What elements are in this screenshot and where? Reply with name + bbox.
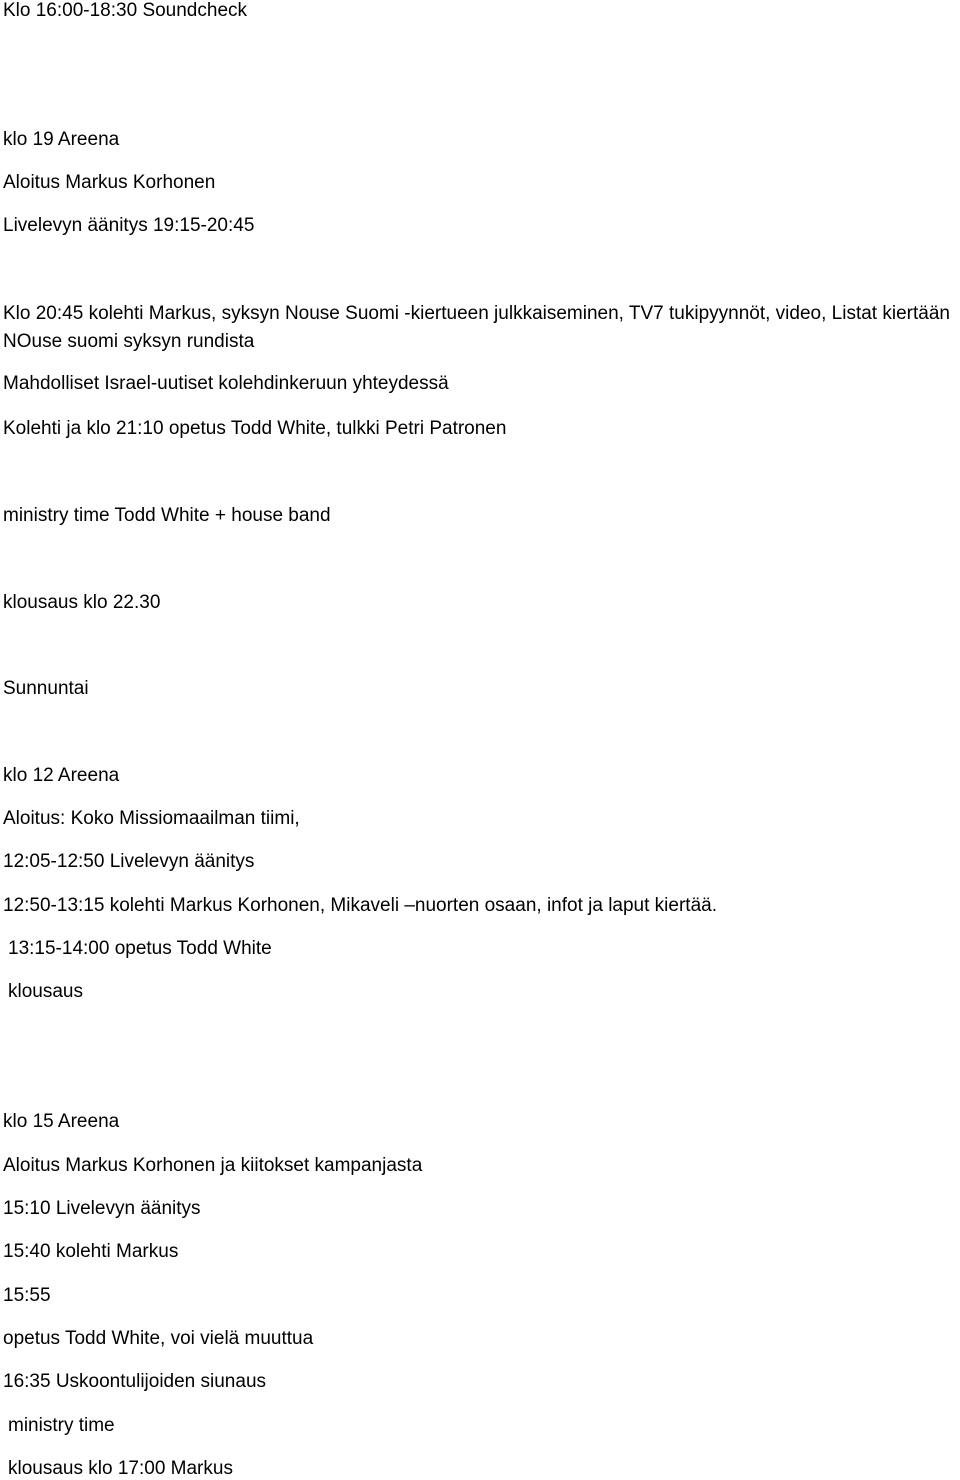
- schedule-line-closing: klousaus klo 22.30: [3, 592, 161, 613]
- schedule-line-sunday-offering: 12:50-13:15 kolehti Markus Korhonen, Mikaveli –nuorten osaan, infot ja laput kiertää.: [3, 895, 717, 916]
- schedule-line-afternoon-time: 15:55: [3, 1285, 51, 1306]
- schedule-line-teaching: Kolehti ja klo 21:10 opetus Todd White, tulkki Petri Patronen: [3, 418, 507, 439]
- schedule-line-blessing: 16:35 Uskoontulijoiden siunaus: [3, 1371, 267, 1392]
- schedule-line-afternoon-arena: klo 15 Areena: [3, 1111, 120, 1132]
- section-heading-sunday: Sunnuntai: [3, 678, 89, 699]
- schedule-line-live-recording: Livelevyn äänitys 19:15-20:45: [3, 215, 255, 236]
- schedule-line-afternoon-ministry: ministry time: [8, 1415, 115, 1436]
- schedule-line-soundcheck: Klo 16:00-18:30 Soundcheck: [3, 0, 248, 21]
- schedule-line-sunday-closing: klousaus: [8, 981, 83, 1002]
- schedule-line-afternoon-closing: klousaus klo 17:00 Markus: [8, 1458, 233, 1479]
- schedule-line-sunday-arena: klo 12 Areena: [3, 765, 120, 786]
- schedule-line-saturday-arena: klo 19 Areena: [3, 129, 120, 150]
- schedule-line-opening: Aloitus Markus Korhonen: [3, 172, 216, 193]
- schedule-line-afternoon-teaching: opetus Todd White, voi vielä muuttua: [3, 1328, 314, 1349]
- schedule-line-sunday-teaching: 13:15-14:00 opetus Todd White: [8, 938, 272, 959]
- schedule-line-afternoon-recording: 15:10 Livelevyn äänitys: [3, 1198, 201, 1219]
- schedule-line-sunday-recording: 12:05-12:50 Livelevyn äänitys: [3, 851, 255, 872]
- schedule-line-offering-announcements: Klo 20:45 kolehti Markus, syksyn Nouse Suomi -kiertueen julkkaiseminen, TV7 tukipyynnöt, video, Listat kiertään NOuse suomi syksyn rundista: [3, 303, 950, 352]
- schedule-line-afternoon-offering: 15:40 kolehti Markus: [3, 1241, 179, 1262]
- schedule-line-sunday-opening: Aloitus: Koko Missiomaailman tiimi,: [3, 808, 300, 829]
- schedule-line-israel-news: Mahdolliset Israel-uutiset kolehdinkeruun yhteydessä: [3, 373, 449, 394]
- schedule-line-afternoon-opening: Aloitus Markus Korhonen ja kiitokset kampanjasta: [3, 1155, 423, 1176]
- schedule-line-ministry-time: ministry time Todd White + house band: [3, 505, 331, 526]
